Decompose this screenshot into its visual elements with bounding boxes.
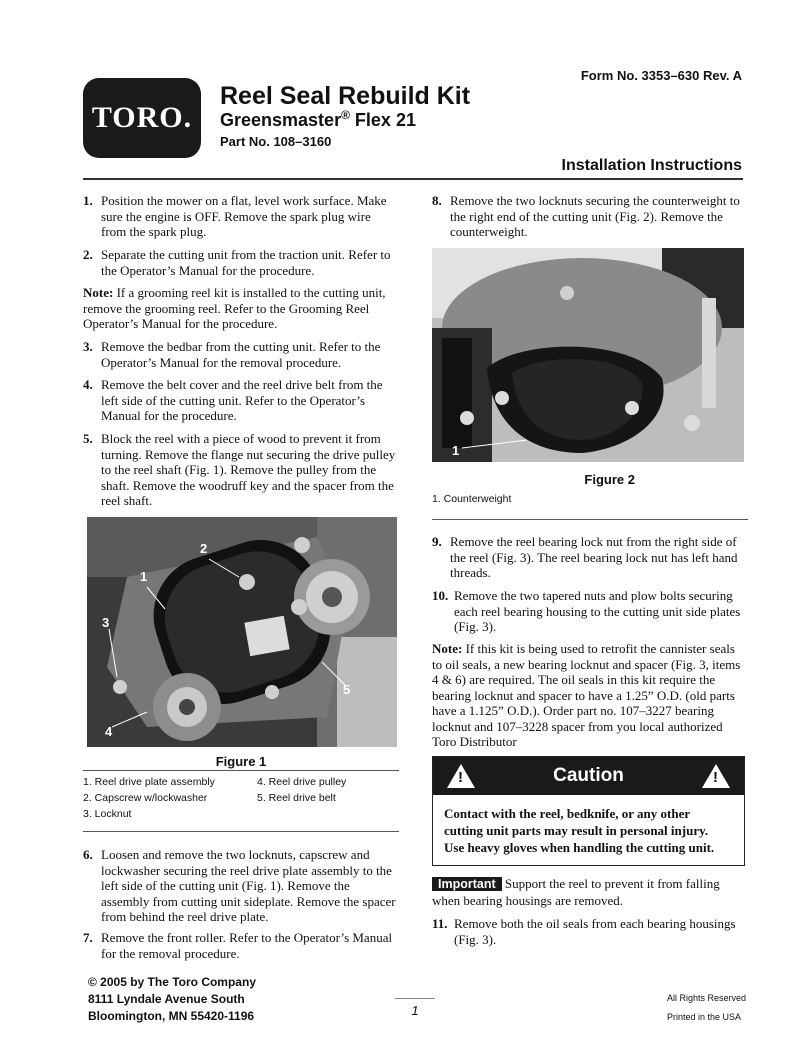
fig1-legend-2: 2. Capscrew w/lockwasher bbox=[83, 792, 208, 804]
section-heading: Installation Instructions bbox=[561, 157, 742, 174]
subtitle-text: Greensmaster bbox=[220, 110, 342, 130]
step-5: 5. Block the reel with a piece of wood to prevent it from turning. Remove the flange nut securing the drive pulley to the reel shaft (Fig. 1). Remove the pulley from the shaft. Remove the woodruff key and the spacer from the reel shaft. bbox=[83, 431, 396, 508]
caution-title: Caution bbox=[553, 765, 624, 786]
fig1-callout-5: 5 bbox=[343, 682, 351, 697]
fig1-callout-3: 3 bbox=[102, 615, 110, 630]
note-grooming-reel: Note: If a grooming reel kit is installed to the cutting unit, remove the grooming reel. Refer to the Grooming Reel Operator’s Manual for the procedure. bbox=[83, 285, 386, 331]
fig1-legend-5: 5. Reel drive belt bbox=[257, 792, 336, 804]
fig2-rule bbox=[432, 519, 748, 520]
fig1-legend-3: 3. Locknut bbox=[83, 808, 132, 820]
fig1-callout-4: 4 bbox=[105, 724, 113, 739]
page-number-rule bbox=[395, 998, 435, 999]
printed-in: Printed in the USA bbox=[667, 1012, 742, 1022]
caution-header bbox=[433, 757, 744, 795]
step-10: 10. Remove the two tapered nuts and plow bolts securing each reel bearing housing to the cutting unit side plates (Fig. 3). bbox=[432, 588, 741, 634]
fig1-rule-bottom bbox=[83, 831, 399, 832]
rights-reserved: All Rights Reserved bbox=[667, 993, 747, 1003]
fig2-legend-1: 1. Counterweight bbox=[432, 493, 512, 505]
fig2-callout-1: 1 bbox=[452, 443, 460, 458]
step-3: 3. Remove the bedbar from the cutting unit. Refer to the Operator’s Manual for the removal procedure. bbox=[83, 339, 381, 370]
reel-drive-illustration bbox=[87, 517, 397, 747]
step-1: 1. Position the mower on a flat, level work surface. Make sure the engine is OFF. Remove the spark plug wire from the spark plug. bbox=[83, 193, 387, 239]
fig1-legend-4: 4. Reel drive pulley bbox=[257, 776, 347, 788]
fig1-legend-1: 1. Reel drive plate assembly bbox=[83, 776, 215, 788]
step-7: 7. Remove the front roller. Refer to the Operator’s Manual for the removal procedure. bbox=[83, 930, 393, 961]
caution-line-1: Contact with the reel, bedknife, or any other bbox=[444, 806, 691, 821]
figure-2-title bbox=[432, 472, 748, 487]
fig1-rule-top bbox=[83, 770, 399, 771]
footer-copyright bbox=[88, 974, 256, 1025]
copyright-line: © 2005 by The Toro Company bbox=[88, 975, 256, 989]
city-line: Bloomington, MN 55420-1196 bbox=[88, 1009, 255, 1023]
form-number: Form No. 3353–630 Rev. A bbox=[580, 68, 742, 83]
toro-logo bbox=[83, 78, 201, 158]
important-text: Support the reel to prevent it from falling when bearing housings are removed. bbox=[432, 876, 720, 908]
warning-icon: ! bbox=[702, 764, 730, 788]
counterweight-illustration bbox=[432, 248, 744, 462]
step-6: 6. Loosen and remove the two locknuts, capscrew and lockwasher securing the reel drive plate assembly to the left side of the cutting unit (Fig. 1). Remove the assembly from cutting unit sideplate. Remove the spacer from behind the reel drive plate. bbox=[83, 847, 396, 924]
caution-line-3: Use heavy gloves when handling the cutting unit. bbox=[444, 840, 715, 855]
logo-text: TORO. bbox=[91, 101, 193, 134]
subtitle-suffix: Flex 21 bbox=[349, 110, 416, 130]
address-line: 8111 Lyndale Avenue South bbox=[88, 992, 245, 1006]
warning-icon: ! bbox=[447, 764, 475, 788]
important-note bbox=[432, 876, 748, 908]
step-11: 11. Remove both the oil seals from each bearing housings (Fig. 3). bbox=[432, 916, 736, 947]
step-9: 9. Remove the reel bearing lock nut from the right side of the reel (Fig. 3). The reel bearing lock nut has left hand threads. bbox=[432, 534, 738, 580]
page-number: 1 bbox=[411, 1003, 419, 1018]
figure-1-title: Figure 1 bbox=[215, 754, 267, 769]
important-tag: Important bbox=[432, 877, 502, 891]
fig1-callout-2: 2 bbox=[200, 541, 208, 556]
caution-line-2: cutting unit parts may result in personal injury. bbox=[444, 823, 709, 838]
caution-box bbox=[432, 756, 745, 866]
caution-message bbox=[433, 795, 744, 856]
step-2: 2. Separate the cutting unit from the traction unit. Refer to the Operator’s Manual for the procedure. bbox=[83, 247, 391, 278]
fig1-callout-1: 1 bbox=[140, 569, 148, 584]
header-rule bbox=[83, 178, 743, 180]
part-number: Part No. 108–3160 bbox=[220, 134, 332, 149]
step-4: 4. Remove the belt cover and the reel drive belt from the left side of the cutting unit. Refer to the Operator’s Manual for the procedure. bbox=[83, 377, 383, 423]
product-name bbox=[220, 108, 416, 131]
step-8: 8. Remove the two locknuts securing the counterweight to the right end of the cutting unit (Fig. 2). Remove the counterweight. bbox=[432, 193, 740, 239]
registered-mark: ® bbox=[341, 108, 350, 122]
figure-2-photo bbox=[432, 248, 744, 462]
figure-1-photo bbox=[87, 517, 397, 747]
figure-2-title-text: Figure 2 bbox=[584, 472, 635, 487]
note-retrofit: Note: If this kit is being used to retrofit the cannister seals to oil seals, a new bearing locknut and spacer (Fig. 3, items 4 & 6) are required. The oil seals in this kit require the bearing locknut and spacer to have a 1.25” O.D. (old parts have a 1.125” O.D.). Order part no. 107–3227 bearing locknut and 107–3228 spacer from you local authorized Toro Distributor bbox=[432, 641, 741, 749]
page-title: Reel Seal Rebuild Kit bbox=[220, 82, 471, 110]
